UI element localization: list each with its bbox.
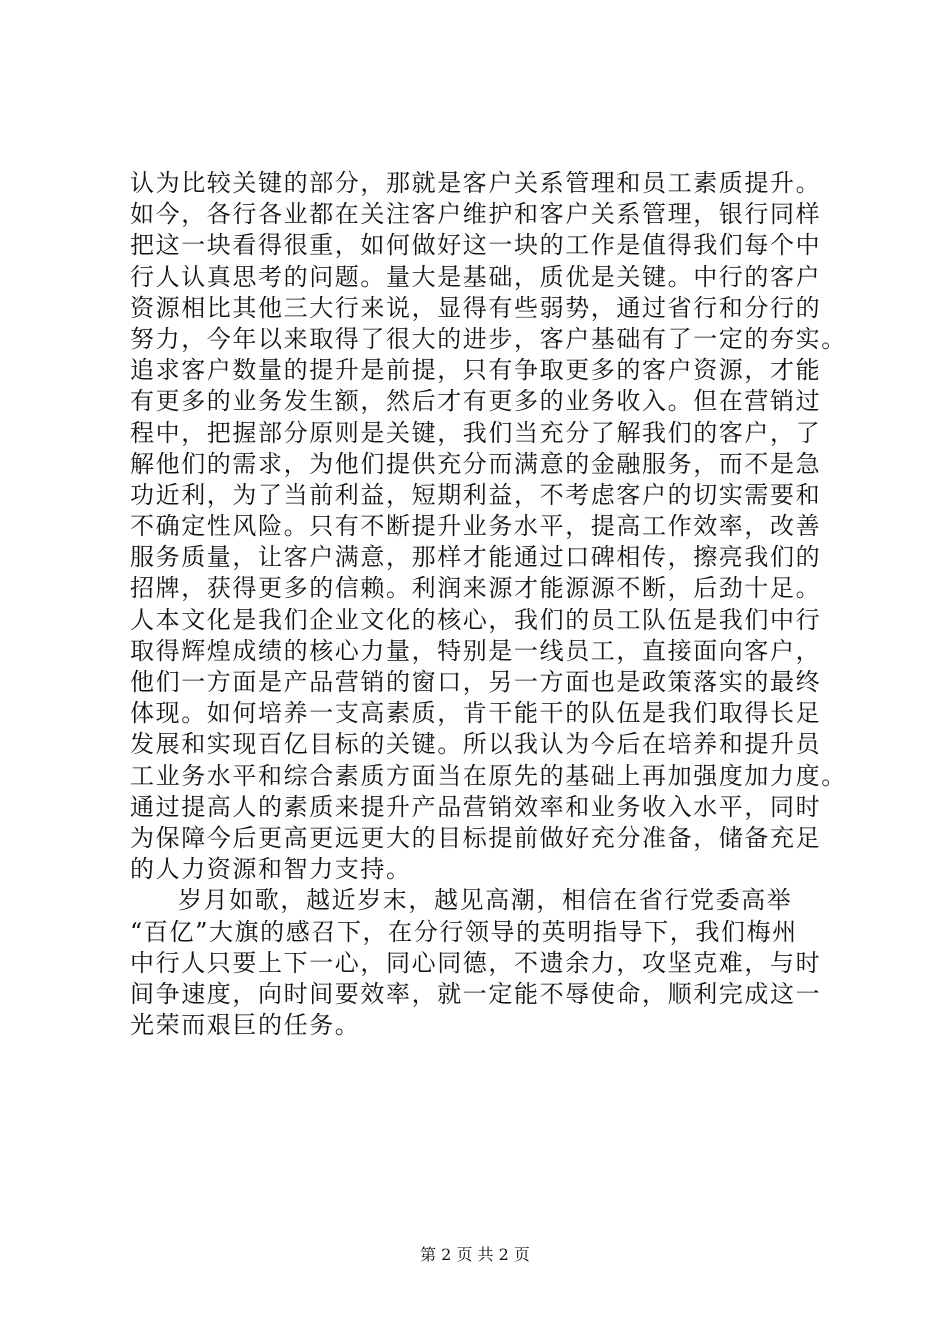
text-line: 取得辉煌成绩的核心力量，特别是一线员工，直接面向客户， [130,636,822,665]
text-line: 体现。如何培养一支高素质，肯干能干的队伍是我们取得长足 [130,699,822,728]
text-line: 工业务水平和综合素质方面当在原先的基础上再加强度加力度。 [130,761,847,790]
text-line: 岁月如歌，越近岁末，越见高潮，相信在省行党委高举 [178,886,793,915]
text-line: “百亿”大旗的感召下，在分行领导的英明指导下，我们梅州 [130,917,798,946]
text-line: 有更多的业务发生额，然后才有更多的业务收入。但在营销过 [130,387,822,416]
text-line: 间争速度，向时间要效率，就一定能不辱使命，顺利完成这一 [130,979,822,1008]
text-line: 的人力资源和智力支持。 [130,855,412,884]
text-line: 发展和实现百亿目标的关键。所以我认为今后在培养和提升员 [130,730,822,759]
text-line: 程中，把握部分原则是关键，我们当充分了解我们的客户，了 [130,418,822,447]
text-line: 招牌，获得更多的信赖。利润来源才能源源不断，后劲十足。 [130,574,822,603]
page-footer: 第 2 页 共 2 页 [420,1245,530,1264]
text-line: 解他们的需求，为他们提供充分而满意的金融服务，而不是急 [130,449,822,478]
text-line: 把这一块看得很重，如何做好这一块的工作是值得我们每个中 [130,231,822,260]
text-line: 不确定性风险。只有不断提升业务水平，提高工作效率，改善 [130,512,822,541]
text-line: 服务质量，让客户满意，那样才能通过口碑相传，擦亮我们的 [130,543,822,572]
text-line: 努力，今年以来取得了很大的进步，客户基础有了一定的夯实。 [130,324,847,353]
text-line: 他们一方面是产品营销的窗口，另一方面也是政策落实的最终 [130,668,822,696]
text-line: 为保障今后更高更远更大的目标提前做好充分准备，储备充足 [130,823,822,852]
text-line: 追求客户数量的提升是前提，只有争取更多的客户资源，才能 [130,356,822,385]
text-line: 资源相比其他三大行来说，显得有些弱势，通过省行和分行的 [130,293,822,322]
body-text [130,168,850,1041]
text-line: 人本文化是我们企业文化的核心，我们的员工队伍是我们中行 [130,605,822,634]
text-line: 光荣而艰巨的任务。 [130,1011,361,1040]
text-line: 功近利，为了当前利益，短期利益，不考虑客户的切实需要和 [130,480,822,509]
text-line: 认为比较关键的部分，那就是客户关系管理和员工素质提升。 [130,169,822,197]
text-line: 中行人只要上下一心，同心同德，不遗余力，攻坚克难，与时 [130,948,822,977]
text-line: 行人认真思考的问题。量大是基础，质优是关键。中行的客户 [130,262,822,291]
text-line: 通过提高人的素质来提升产品营销效率和业务收入水平，同时 [130,792,822,821]
text-line: 如今，各行各业都在关注客户维护和客户关系管理，银行同样 [130,200,822,229]
